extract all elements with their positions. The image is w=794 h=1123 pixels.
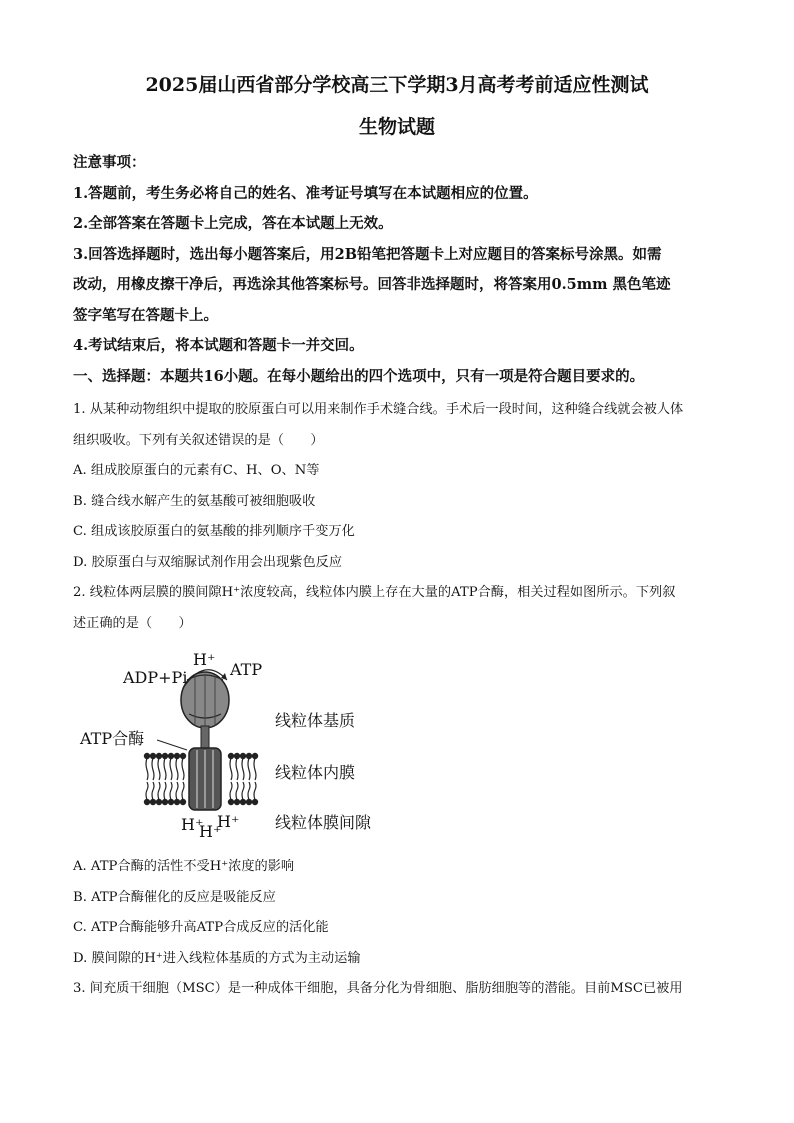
question-1 [73,395,723,578]
option-c: C. 组成该胶原蛋白的氨基酸的排列顺序千变万化 [73,524,355,539]
notes-item: 签字笔写在答题卡上。 [73,306,218,324]
h-ion-label: H⁺ [181,815,204,834]
question-2-options [73,852,723,1005]
notes-item: 3.回答选择题时，选出每小题答案后，用2B铅笔把答题卡上对应题目的答案标号涂黑。如需 [73,245,662,263]
question-stem: 述正确的是（ ） [73,615,192,631]
intermembrane-space-label: 线粒体膜间隙 [275,813,372,832]
question-2-stem [73,578,723,639]
notes-heading: 注意事项： [73,154,146,171]
matrix-label: 线粒体基质 [275,711,356,730]
question-stem: 3. 间充质干细胞（MSC）是一种成体干细胞，具备分化为骨细胞、脂肪细胞等的潜能。目前MSC已被用 [73,981,683,996]
question-stem: 组织吸收。下列有关叙述错误的是（ ） [73,432,324,448]
h-ion-label: H⁺ [199,822,222,841]
option-b: B. ATP合酶催化的反应是吸能反应 [73,889,276,905]
section-heading: 一、选择题：本题共16小题。在每小题给出的四个选项中，只有一项是符合题目要求的。 [73,367,645,385]
adp-pi-label: ADP+Pi [123,668,188,687]
option-a: A. ATP合酶的活性不受H⁺浓度的影响 [73,859,295,874]
option-c: C. ATP合酶能够升高ATP合成反应的活化能 [73,920,329,935]
atp-label: ATP [230,660,263,679]
h-ion-label: H⁺ [217,812,240,831]
exam-title: 2025届山西省部分学校高三下学期3月高考考前适应性测试 [145,74,649,96]
atp-synthase-label: ATP合酶 [80,729,145,748]
notes-item: 1.答题前，考生务必将自己的姓名、准考证号填写在本试题相应的位置。 [73,184,538,202]
exam-subtitle: 生物试题 [358,116,435,138]
notes-section [73,148,723,392]
question-stem: 1. 从某种动物组织中提取的胶原蛋白可以用来制作手术缝合线。手术后一段时间，这种缝合线就会被人体 [73,402,684,417]
option-d: D. 膜间隙的H⁺进入线粒体基质的方式为主动运输 [73,950,361,966]
option-d: D. 胶原蛋白与双缩脲试剂作用会出现紫色反应 [73,554,343,570]
question-stem: 2. 线粒体两层膜的膜间隙H⁺浓度较高，线粒体内膜上存在大量的ATP合酶，相关过程如图所示。下列叙 [73,585,676,600]
notes-item: 4.考试结束后，将本试题和答题卡一并交回。 [73,337,364,354]
option-b: B. 缝合线水解产生的氨基酸可被细胞吸收 [73,493,316,509]
option-a: A. 组成胶原蛋白的元素有C、H、O、N等 [73,463,320,478]
atp-synthase-figure [75,650,405,840]
inner-membrane-label: 线粒体内膜 [275,763,356,782]
notes-item: 改动，用橡皮擦干净后，再选涂其他答案标号。回答非选择题时，将答案用0.5mm 黑色笔迹 [73,276,671,293]
notes-item: 2.全部答案在答题卡上完成，答在本试题上无效。 [73,215,393,232]
h-ion-top-label: H⁺ [193,650,216,669]
